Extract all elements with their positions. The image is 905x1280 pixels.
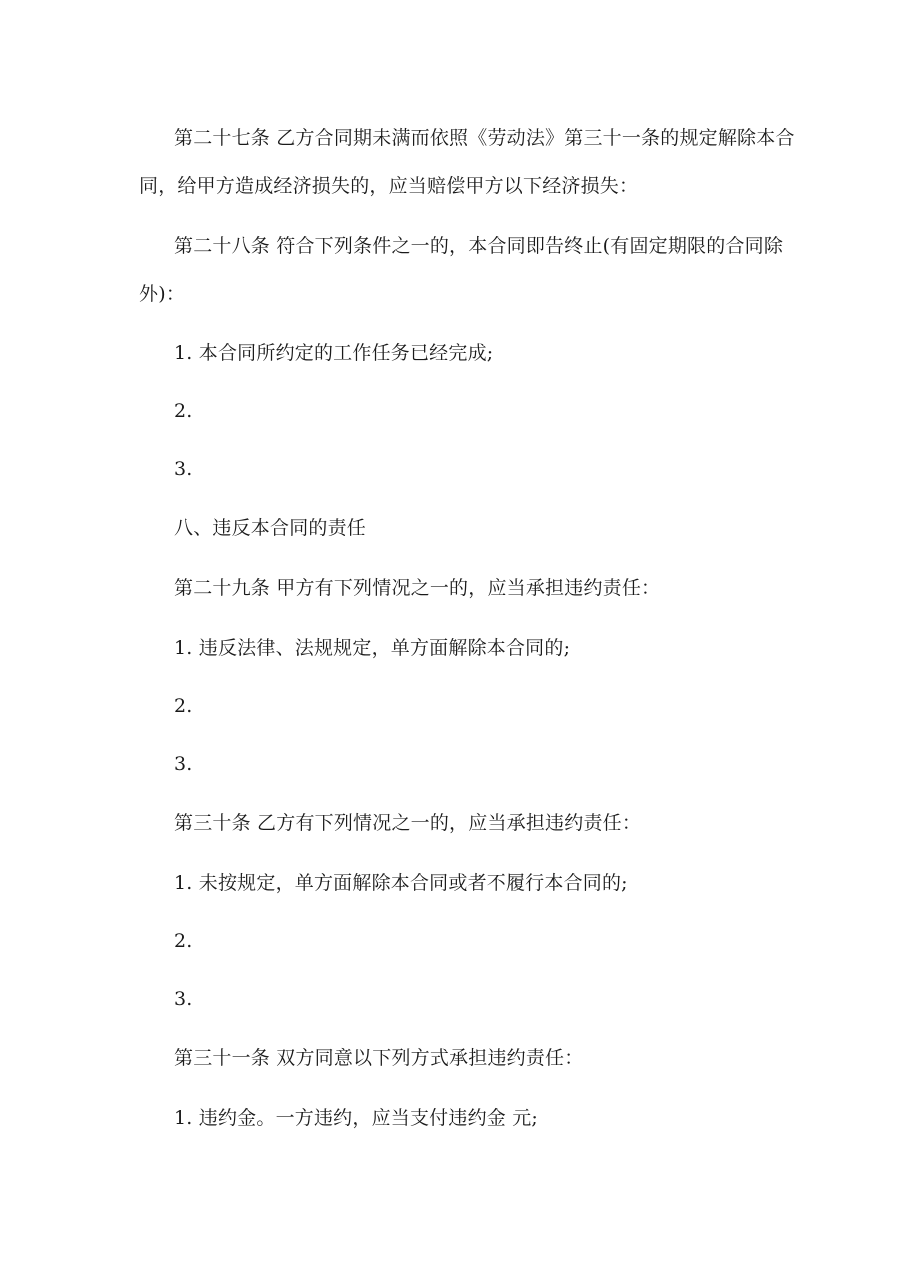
list-item-29-1: 1. 违反法律、法规规定，单方面解除本合同的; (174, 637, 571, 659)
list-item-30-2: 2. (174, 930, 193, 952)
list-item-31-1: 1. 违约金。一方违约，应当支付违约金 元; (174, 1107, 539, 1129)
section-heading-8: 八、违反本合同的责任 (174, 517, 367, 539)
list-item-30-3: 3. (174, 988, 193, 1010)
list-item-29-2: 2. (174, 695, 193, 717)
article-28-line-1: 第二十八条 符合下列条件之一的，本合同即告终止(有固定期限的合同除 (174, 235, 784, 257)
article-28-line-2: 外)： (139, 283, 186, 305)
article-29: 第二十九条 甲方有下列情况之一的，应当承担违约责任： (174, 577, 661, 599)
article-31: 第三十一条 双方同意以下列方式承担违约责任： (174, 1047, 584, 1069)
list-item-28-2: 2. (174, 400, 193, 422)
list-item-29-3: 3. (174, 753, 193, 775)
article-27-line-1: 第二十七条 乙方合同期未满而依照《劳动法》第三十一条的规定解除本合 (174, 127, 795, 149)
list-item-28-3: 3. (174, 458, 193, 480)
article-30: 第三十条 乙方有下列情况之一的，应当承担违约责任： (174, 812, 642, 834)
list-item-28-1: 1. 本合同所约定的工作任务已经完成; (174, 342, 494, 364)
article-27-line-2: 同，给甲方造成经济损失的，应当赔偿甲方以下经济损失： (139, 175, 639, 197)
list-item-30-1: 1. 未按规定，单方面解除本合同或者不履行本合同的; (174, 872, 628, 894)
